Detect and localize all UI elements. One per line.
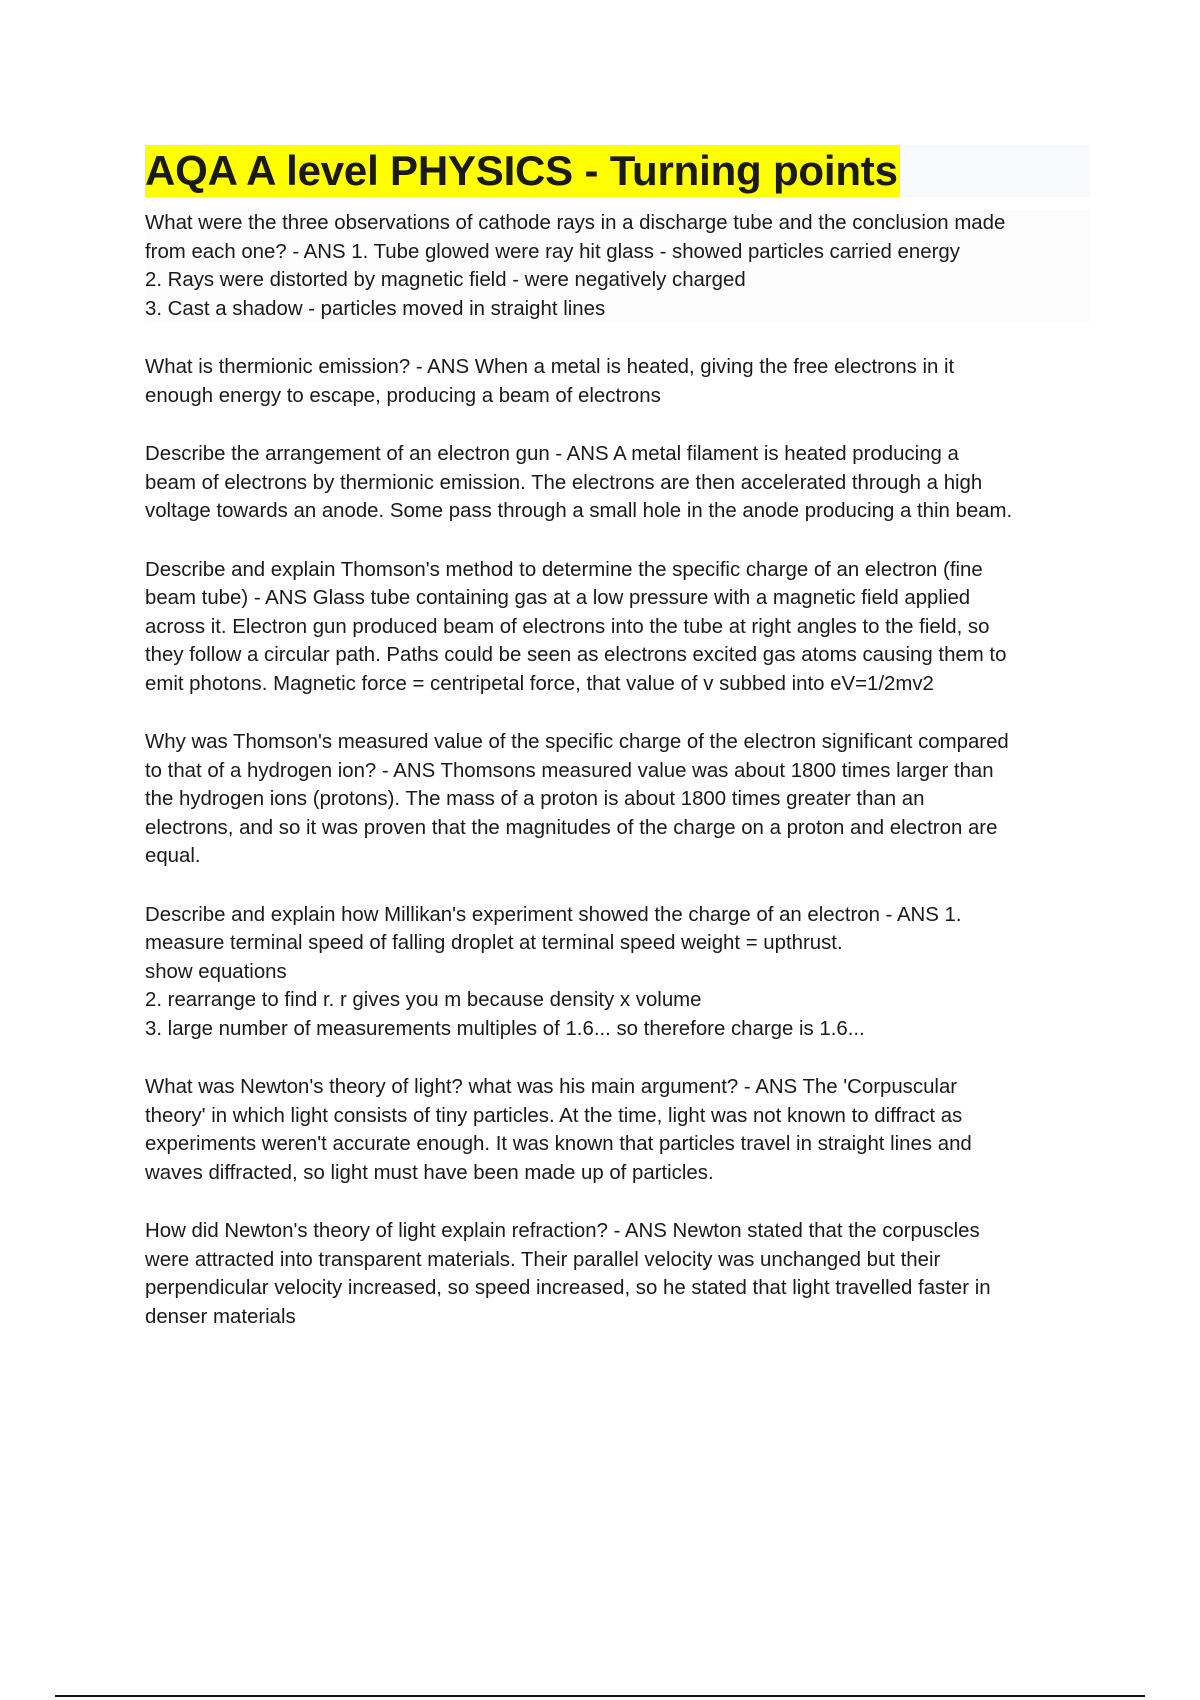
qa-block — [145, 901, 1090, 1044]
document-title: AQA A level PHYSICS - Turning points — [145, 145, 900, 197]
qa-line: How did Newton's theory of light explain refraction? - ANS Newton stated that the corpuscles — [145, 1220, 980, 1242]
qa-line: 3. large number of measurements multiples of 1.6... so therefore charge is 1.6... — [145, 1017, 865, 1040]
qa-line: measure terminal speed of falling droplet at terminal speed weight = upthrust. — [145, 932, 843, 954]
qa-line: What is thermionic emission? - ANS When a metal is heated, giving the free electrons in it — [145, 356, 955, 378]
bottom-divider — [55, 1695, 1145, 1697]
qa-line: Describe and explain Thomson's method to determine the specific charge of an electron (fine — [145, 558, 983, 581]
qa-line: Describe and explain how Millikan's experiment showed the charge of an electron - ANS 1. — [145, 903, 962, 926]
qa-line: Describe the arrangement of an electron gun - ANS A metal filament is heated producing a — [145, 443, 959, 465]
qa-line: electrons, and so it was proven that the magnitudes of the charge on a proton and electron are — [145, 816, 998, 839]
qa-line: theory' in which light consists of tiny particles. At the time, light was not known to diffract as — [145, 1104, 963, 1127]
qa-line: Why was Thomson's measured value of the specific charge of the electron significant compared — [145, 731, 1009, 753]
qa-block — [145, 556, 1090, 699]
qa-line: enough energy to escape, producing a beam of electrons — [145, 384, 661, 407]
qa-block — [145, 1073, 1090, 1187]
qa-line: 3. Cast a shadow - particles moved in straight lines — [145, 297, 606, 320]
qa-line: equal. — [145, 845, 201, 867]
qa-line: denser materials — [145, 1305, 296, 1328]
qa-line: waves diffracted, so light must have been made up of particles. — [145, 1161, 714, 1184]
qa-line: they follow a circular path. Paths could be seen as electrons excited gas atoms causing them to — [145, 644, 1007, 666]
qa-line: the hydrogen ions (protons). The mass of a proton is about 1800 times greater than an — [145, 788, 925, 810]
qa-line: show equations — [145, 960, 287, 983]
qa-line: 2. rearrange to find r. r gives you m because density x volume — [145, 989, 702, 1011]
qa-line: emit photons. Magnetic force = centripetal force, that value of v subbed into eV=1/2mv2 — [145, 672, 934, 695]
title-row — [145, 145, 1090, 197]
qa-block — [145, 728, 1090, 871]
qa-block — [145, 1217, 1090, 1331]
qa-line: from each one? - ANS 1. Tube glowed were ray hit glass - showed particles carried energy — [145, 240, 960, 263]
qa-line: beam tube) - ANS Glass tube containing gas at a low pressure with a magnetic field applied — [145, 587, 971, 609]
qa-line: beam of electrons by thermionic emission. The electrons are then accelerated through a high — [145, 471, 983, 494]
qa-line: were attracted into transparent materials. Their parallel velocity was unchanged but their — [145, 1248, 941, 1271]
qa-line: 2. Rays were distorted by magnetic field - were negatively charged — [145, 269, 746, 291]
qa-line: voltage towards an anode. Some pass through a small hole in the anode producing a thin beam. — [145, 500, 1013, 522]
qa-line: across it. Electron gun produced beam of electrons into the tube at right angles to the field, so — [145, 615, 990, 638]
qa-block — [145, 353, 1090, 410]
qa-line: perpendicular velocity increased, so speed increased, so he stated that light travelled faster in — [145, 1277, 991, 1299]
qa-block — [145, 440, 1090, 526]
qa-line: experiments weren't accurate enough. It was known that particles travel in straight lines and — [145, 1133, 972, 1155]
document-content — [145, 145, 1090, 1361]
qa-block — [145, 209, 1090, 323]
qa-line: to that of a hydrogen ion? - ANS Thomsons measured value was about 1800 times larger than — [145, 759, 994, 782]
qa-line: What was Newton's theory of light? what was his main argument? - ANS The 'Corpuscular — [145, 1076, 958, 1098]
qa-line: What were the three observations of cathode rays in a discharge tube and the conclusion made — [145, 212, 1006, 234]
